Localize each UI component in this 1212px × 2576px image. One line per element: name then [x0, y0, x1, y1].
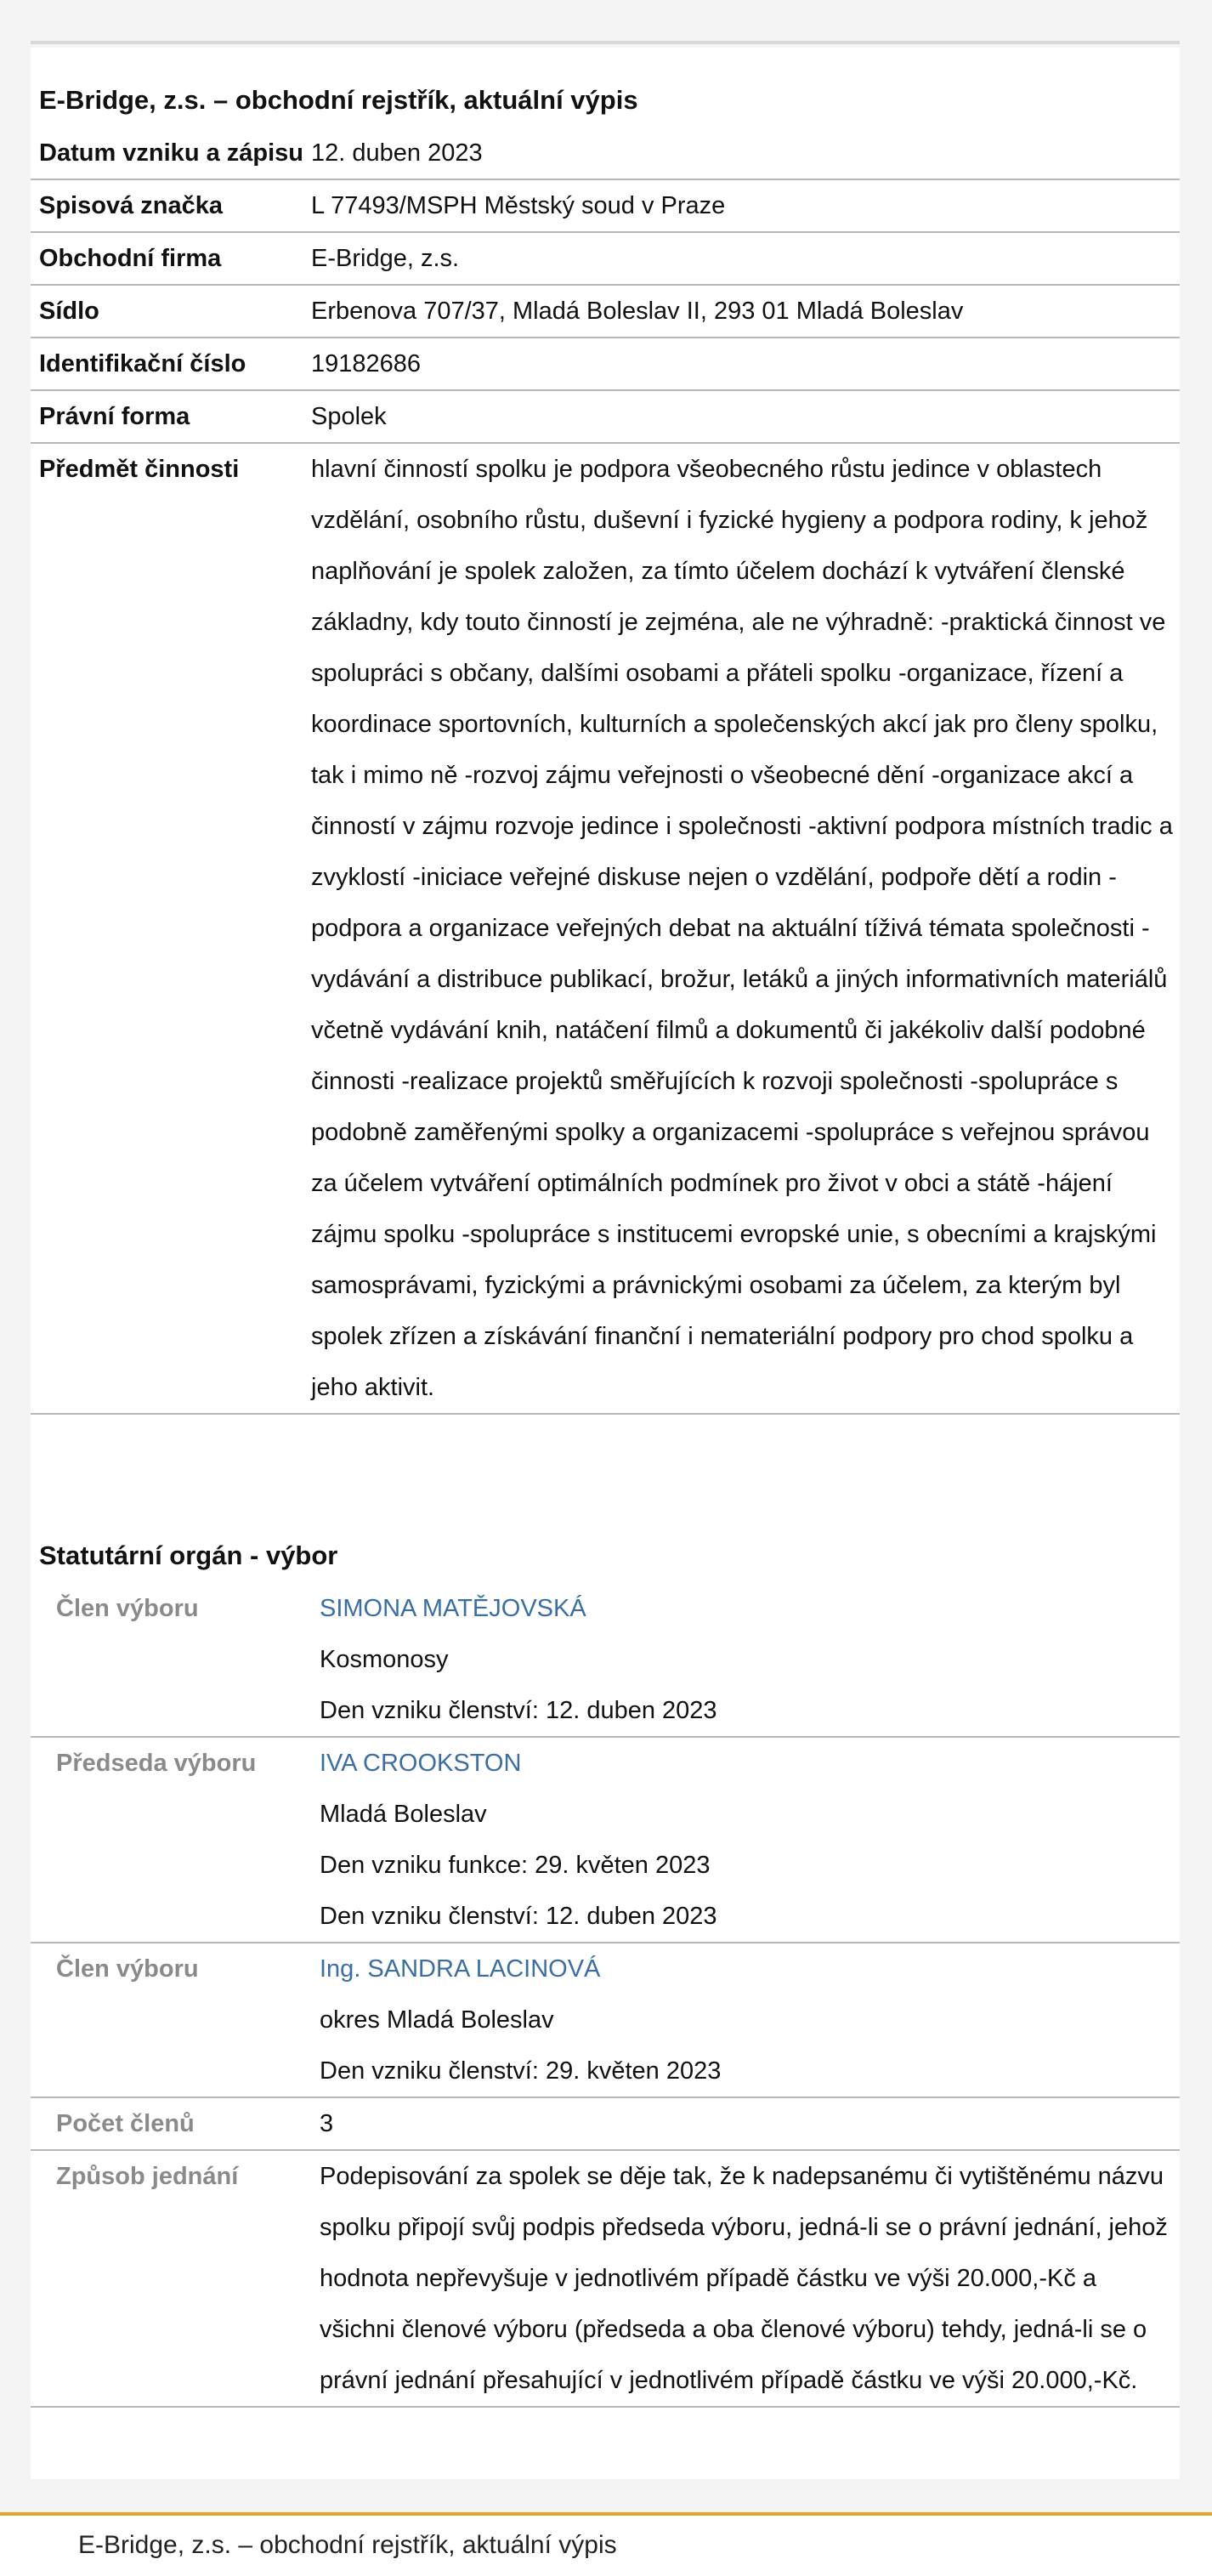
activity-value: hlavní činností spolku je podpora všeobecného růstu jedince v oblastech vzdělání, osobního růstu, duševní i fyzické hygieny a podpora rodiny, k jehož naplňování je spolek založen, za tímto účelem dochází k vytváření členské základny, kdy touto činností je zejména, ale ne výhradně: -praktická činnost ve spolupráci s občany, dalšími osobami a přáteli spolku -organizace, řízení a koordinace sportovních, kulturních a společenských akcí jak pro členy spolku, tak i mimo ně -rozvoj zájmu veřejnosti o všeobecné dění -organizace akcí a činností v zájmu rozvoje jedince i společnosti -aktivní podpora místních tradic a zvyklostí -iniciace veřejné diskuse nejen o vzdělání, podpoře dětí a rodin -podpora a organizace veřejných debat na aktuální tíživá témata společnosti -vydávání a distribuce publikací, brožur, letáků a jiných informativních materiálů včetně vydávání knih, natáčení filmů a dokumentů či jakékoliv další podobné činnosti -realizace projektů směřujících k rozvoji společnosti -spolupráce s podobně zaměřenými spolky a organizacemi -spolupráce s veřejnou správou za účelem vytváření optimálních podmínek pro život v obci a státě -hájení zájmu spolku -spolupráce s institucemi evropské unie, s obecními a krajskými samosprávami, fyzickými a právnickými osobami za účelem, za kterým byl spolek zřízen a získávání finanční i nemateriální podpory pro chod spolku a jeho aktivit.	[311, 443, 1180, 1414]
board-member-role: Předseda výboru	[31, 1737, 320, 1943]
founded-label: Datum vzniku a zápisu	[31, 128, 311, 179]
founded-value: 12. duben 2023	[311, 128, 1180, 179]
board-member-name-link[interactable]: Ing. SANDRA LACINOVÁ	[320, 1955, 601, 1983]
file-number-label: Spisová značka	[31, 179, 311, 232]
row-seat	[31, 285, 1180, 338]
legal-form-value: Spolek	[311, 390, 1180, 443]
row-company-name	[31, 232, 1180, 285]
id-number-value: 19182686	[311, 338, 1180, 390]
board-member-membership-date: Den vzniku členství: 12. duben 2023	[320, 1903, 717, 1930]
board-table	[31, 1583, 1180, 2408]
board-member-function-date: Den vzniku funkce: 29. květen 2023	[320, 1852, 711, 1879]
seat-value: Erbenova 707/37, Mladá Boleslav II, 293 01 Mladá Boleslav	[311, 285, 1180, 338]
member-count-value: 3	[320, 2098, 1180, 2150]
acting-manner-value: Podepisování za spolek se děje tak, že k nadepsanému či vytištěnému názvu spolku připojí svůj podpis předseda výboru, jedná-li se o právní jednání, jehož hodnota nepřevyšuje v jednotlivém případě částku ve výši 20.000,-Kč a všichni členové výboru (předseda a oba členové výboru) tehdy, jedná-li se o právní jednání přesahující v jednotlivém případě částku ve výši 20.000,-Kč.	[320, 2150, 1180, 2407]
board-member-row	[31, 1737, 1180, 1943]
company-name-value: E-Bridge, z.s.	[311, 232, 1180, 285]
footer-title: E-Bridge, z.s. – obchodní rejstřík, aktuální výpis	[78, 2531, 617, 2559]
board-member-row	[31, 1583, 1180, 1737]
board-member-membership-date: Den vzniku členství: 12. duben 2023	[320, 1697, 717, 1724]
board-member-role: Člen výboru	[31, 1943, 320, 2097]
board-member-place: okres Mladá Boleslav	[320, 2006, 554, 2034]
board-member-name-link[interactable]: SIMONA MATĚJOVSKÁ	[320, 1595, 586, 1622]
row-file-number	[31, 179, 1180, 232]
row-founded	[31, 128, 1180, 179]
legal-form-label: Právní forma	[31, 390, 311, 443]
row-acting-manner	[31, 2150, 1180, 2407]
board-member-place: Kosmonosy	[320, 1646, 449, 1673]
row-id-number	[31, 338, 1180, 390]
id-number-label: Identifikační číslo	[31, 338, 311, 390]
row-legal-form	[31, 390, 1180, 443]
row-member-count	[31, 2098, 1180, 2150]
board-member-membership-date: Den vzniku členství: 29. květen 2023	[320, 2057, 722, 2085]
company-name-label: Obchodní firma	[31, 232, 311, 285]
board-member-role: Člen výboru	[31, 1583, 320, 1737]
board-section-title: Statutární orgán - výbor	[39, 1540, 338, 1570]
board-member-name-link[interactable]: IVA CROOKSTON	[320, 1750, 522, 1777]
page-title: E-Bridge, z.s. – obchodní rejstřík, aktuální výpis	[39, 85, 638, 115]
basic-info-table	[31, 128, 1180, 1415]
board-member-place: Mladá Boleslav	[320, 1801, 487, 1828]
file-number-value: L 77493/MSPH Městský soud v Praze	[311, 179, 1180, 232]
top-divider	[31, 41, 1180, 44]
row-activity	[31, 443, 1180, 1414]
activity-label: Předmět činnosti	[31, 443, 311, 1414]
board-member-row	[31, 1943, 1180, 2097]
member-count-label: Počet členů	[31, 2098, 320, 2150]
acting-manner-label: Způsob jednání	[31, 2150, 320, 2407]
seat-label: Sídlo	[31, 285, 311, 338]
